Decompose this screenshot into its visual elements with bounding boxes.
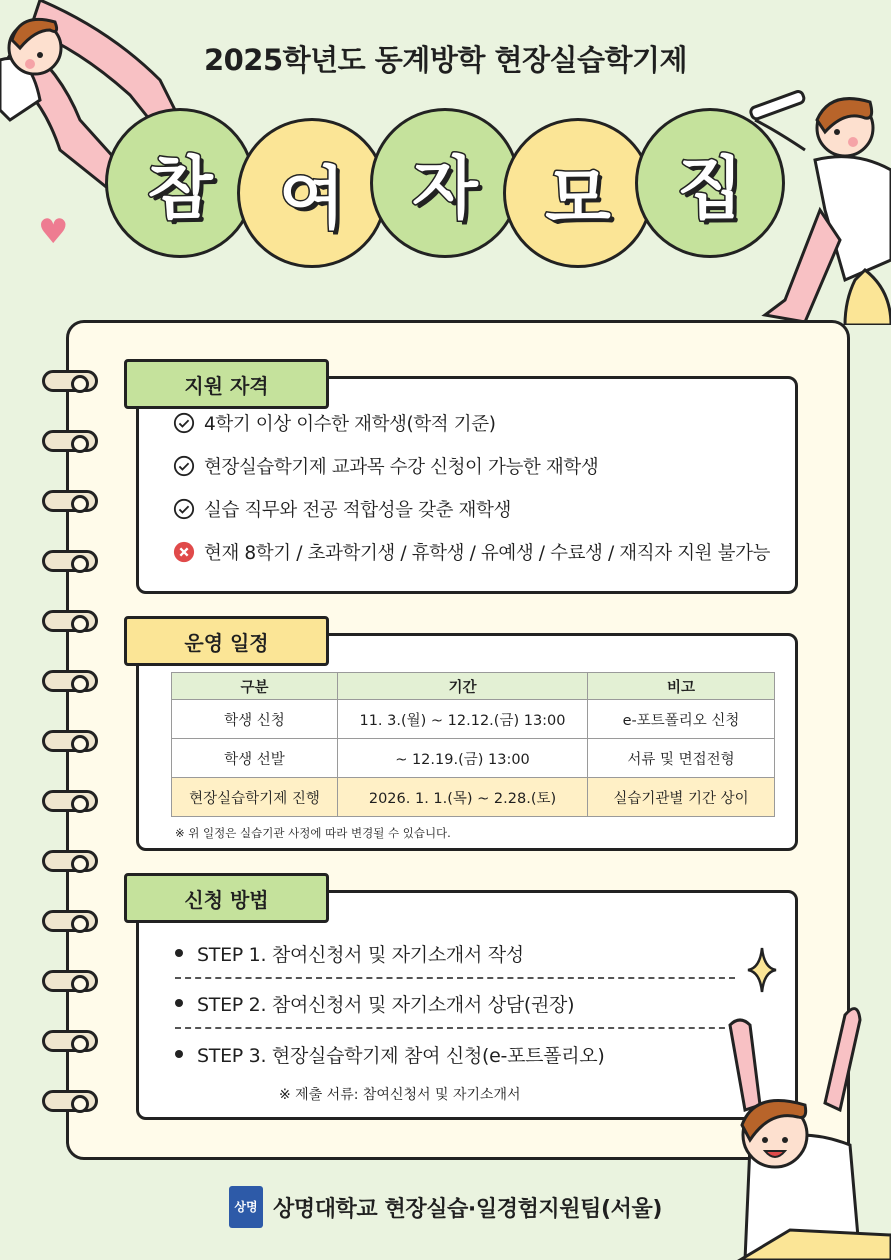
binder-ring-icon [42, 1090, 98, 1112]
table-cell: 학생 선발 [172, 739, 338, 778]
check-circle-icon [173, 498, 195, 520]
table-cell: 11. 3.(월) ~ 12.12.(금) 13:00 [338, 700, 588, 739]
table-cell: ~ 12.19.(금) 13:00 [338, 739, 588, 778]
footer-text: 상명대학교 현장실습·일경험지원팀(서울) [272, 1196, 662, 1222]
table-cell: 실습기관별 기간 상이 [588, 778, 775, 817]
page-title: 2025학년도 동계방학 현장실습학기제 [203, 43, 688, 77]
check-circle-icon [173, 455, 195, 477]
university-logo: 상명 [229, 1186, 263, 1228]
column-header: 비고 [588, 673, 775, 700]
bubble-char-2: 여 [237, 118, 387, 268]
table-row [172, 778, 775, 817]
column-header: 기간 [338, 673, 588, 700]
application-tag: 신청 방법 [124, 873, 329, 923]
binder-ring-icon [42, 850, 98, 872]
application-note: ※ 제출 서류: 참여신청서 및 자기소개서 [279, 1087, 521, 1103]
list-item: STEP 3. 현장실습학기제 참여 신청(e-포트폴리오) [175, 1029, 735, 1079]
binder-ring-icon [42, 490, 98, 512]
list-item: STEP 1. 참여신청서 및 자기소개서 작성 [175, 929, 735, 979]
table-row [172, 739, 775, 778]
schedule-table [171, 672, 775, 817]
binder-ring-icon [42, 910, 98, 932]
table-cell: 현장실습학기제 진행 [172, 778, 338, 817]
check-circle-icon [173, 412, 195, 434]
table-cell: 학생 신청 [172, 700, 338, 739]
list-item: STEP 2. 참여신청서 및 자기소개서 상담(권장) [175, 979, 735, 1029]
binder-ring-icon [42, 790, 98, 812]
binder-ring-icon [42, 670, 98, 692]
list-item: 실습 직무와 전공 적합성을 갖춘 재학생 [173, 487, 795, 530]
sparkle-icon [746, 946, 778, 994]
binder-ring-icon [42, 430, 98, 452]
binder-ring-icon [42, 1030, 98, 1052]
list-item: 현장실습학기제 교과목 수강 신청이 가능한 재학생 [173, 444, 795, 487]
table-cell: e-포트폴리오 신청 [588, 700, 775, 739]
application-panel [136, 890, 798, 1120]
binder-ring-icon [42, 730, 98, 752]
bubble-char-4: 모 [503, 118, 653, 268]
binder-ring-icon [42, 550, 98, 572]
column-header: 구분 [172, 673, 338, 700]
binder-ring-icon [42, 970, 98, 992]
binder-ring-icon [42, 370, 98, 392]
recruit-banner [100, 108, 780, 268]
application-steps [175, 929, 735, 1079]
table-row [172, 700, 775, 739]
table-header-row [172, 673, 775, 700]
x-circle-icon [173, 541, 195, 563]
table-cell: 서류 및 면접전형 [588, 739, 775, 778]
eligibility-tag: 지원 자격 [124, 359, 329, 409]
bubble-char-3: 자 [370, 108, 520, 258]
binder-ring-icon [42, 610, 98, 632]
list-item: 4학기 이상 이수한 재학생(학적 기준) [173, 401, 795, 444]
table-cell: 2026. 1. 1.(목) ~ 2.28.(토) [338, 778, 588, 817]
schedule-note: ※ 위 일정은 실습기관 사정에 따라 변경될 수 있습니다. [175, 826, 451, 840]
bubble-char-5: 집 [635, 108, 785, 258]
schedule-tag: 운영 일정 [124, 616, 329, 666]
list-item: 현재 8학기 / 초과학기생 / 휴학생 / 유예생 / 수료생 / 재직자 지원 불가능 [173, 530, 795, 573]
footer [0, 1186, 891, 1228]
bubble-char-1: 참 [105, 108, 255, 258]
heart-icon: ♥ [38, 212, 69, 252]
